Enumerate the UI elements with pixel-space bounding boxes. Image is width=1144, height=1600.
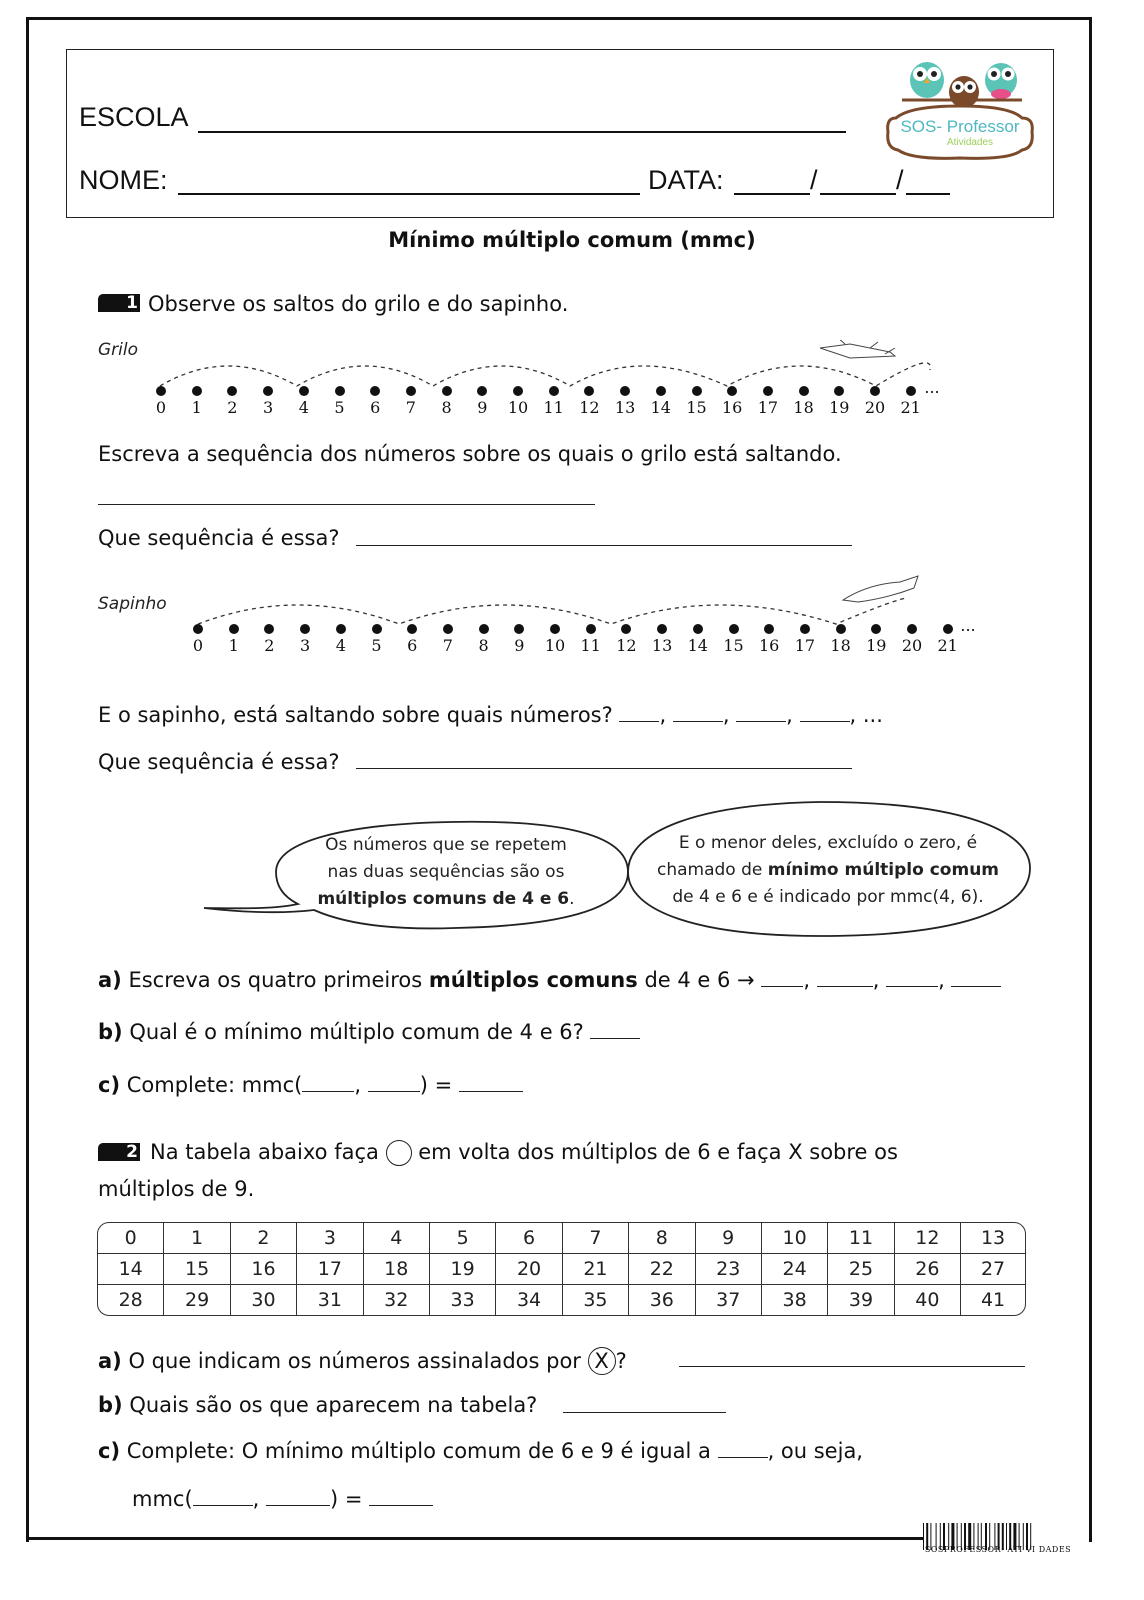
number-line-dot [906, 386, 916, 396]
exercise1-q-sapinho: E o sapinho, está saltando sobre quais números? , , , , ... [98, 703, 883, 727]
table-cell[interactable]: 12 [895, 1223, 961, 1254]
mmc-result-blank[interactable] [459, 1074, 523, 1092]
item-a-text: O que indicam os números assinalados por [128, 1349, 581, 1373]
number-line-label: 6 [370, 398, 381, 417]
number-line-label: 2 [227, 398, 238, 417]
exercise2-item-c-mmc [132, 1487, 433, 1511]
item-b-text: Qual é o mínimo múltiplo comum de 4 e 6? [129, 1020, 584, 1044]
table-row [98, 1254, 1025, 1285]
item-c-text: Complete: O mínimo múltiplo comum de 6 e 9 é igual a [126, 1439, 711, 1463]
table-cell[interactable]: 33 [430, 1285, 496, 1315]
bubble-right-line: E o menor deles, excluído o zero, é [678, 833, 978, 853]
table-cell[interactable]: 23 [696, 1254, 762, 1285]
number-line-dot [193, 624, 203, 634]
table-cell[interactable]: 41 [980, 1289, 1006, 1311]
number-line-dot [156, 386, 166, 396]
table-cell[interactable]: 30 [231, 1285, 297, 1315]
table-cell[interactable]: 3 [297, 1223, 363, 1254]
page-frame-bottom [26, 1537, 923, 1540]
exercise1-item-b [98, 1020, 640, 1044]
table-cell[interactable]: 1 [164, 1223, 230, 1254]
number-line-label: 18 [793, 398, 814, 417]
number-line-label: 11 [580, 636, 601, 655]
number-line-dot [442, 386, 452, 396]
sapinho-blank[interactable] [619, 704, 659, 722]
mmc-blank[interactable] [302, 1074, 354, 1092]
exercise1-prompt: Observe os saltos do grilo e do sapinho. [148, 292, 569, 316]
table-cell[interactable]: 38 [762, 1285, 828, 1315]
q-sapinho-tail: , ... [849, 703, 883, 727]
grilo-label: Grilo [98, 340, 139, 360]
item-letter: b) [98, 1393, 123, 1417]
bubble-right-bold: mínimo múltiplo comum [767, 860, 1000, 880]
table-cell[interactable]: 20 [496, 1254, 562, 1285]
table-cell[interactable]: 36 [629, 1285, 695, 1315]
table-cell[interactable]: 25 [828, 1254, 894, 1285]
number-line-label: 8 [478, 636, 489, 655]
mmc-6-9-blank[interactable] [718, 1440, 768, 1458]
table-cell[interactable]: 14 [98, 1254, 164, 1285]
nome-label: NOME: [79, 165, 168, 195]
item-c-close: ) = [330, 1487, 363, 1511]
bubble-left-line: Os números que se repetem [325, 835, 567, 855]
bubble-right-text: chamado de [656, 860, 763, 880]
barcode-text: SOSPROFESSOR- ATI VI DADES [924, 1545, 1072, 1554]
bubble-left [296, 832, 596, 913]
number-line-label: 12 [579, 398, 600, 417]
logo-subtitle: Atividades [946, 137, 994, 148]
exercise2-item-b [98, 1393, 537, 1417]
table-cell[interactable]: 13 [961, 1223, 1025, 1254]
mmc-blank[interactable] [368, 1074, 420, 1092]
number-line-label: 14 [687, 636, 708, 655]
number-line-dot [299, 386, 309, 396]
number-line-dot [443, 624, 453, 634]
number-line-label: 7 [405, 398, 416, 417]
number-line-dot [192, 386, 202, 396]
number-line-dot [656, 386, 666, 396]
number-line-dot [229, 624, 239, 634]
number-line-label: 21 [900, 398, 921, 417]
item-a-text: Escreva os quatro primeiros [128, 968, 423, 992]
number-line-dot [479, 624, 489, 634]
number-line-label: 1 [191, 398, 202, 417]
number-line-label: 13 [651, 636, 673, 655]
item-c-comma: , [354, 1073, 362, 1097]
table-cell[interactable]: 32 [364, 1285, 430, 1315]
number-line-label: 12 [616, 636, 637, 655]
exercise2-item-c [98, 1439, 863, 1463]
sapinho-sequence-name-answer[interactable] [356, 768, 852, 769]
number-line-dot [943, 624, 953, 634]
number-line-dot [692, 386, 702, 396]
sos-professor-logo [882, 56, 1038, 166]
number-line-label: 6 [407, 636, 418, 655]
item-a-bold: múltiplos comuns [428, 968, 638, 992]
number-line-label: 21 [937, 636, 958, 655]
item-c-text: Complete: mmc( [126, 1073, 303, 1097]
grilo-jump-arcs [150, 340, 940, 390]
circle-icon [386, 1140, 412, 1166]
logo-title: SOS- Professor [900, 117, 1020, 136]
number-line-dot [406, 386, 416, 396]
exercise-number-badge: 1 [98, 294, 140, 312]
number-line-label: 4 [335, 636, 346, 655]
q-sapinho-text: E o sapinho, está saltando sobre quais números? [98, 703, 613, 727]
nome-field[interactable] [178, 193, 640, 195]
multiple-blank[interactable] [761, 969, 803, 987]
frog-icon [843, 576, 918, 602]
number-line-label: 8 [441, 398, 452, 417]
multiple-blank[interactable] [951, 969, 1001, 987]
number-line-label: 16 [722, 398, 743, 417]
number-line-label: 17 [794, 636, 816, 655]
item-letter: c) [98, 1073, 121, 1097]
table-cell[interactable]: 2 [231, 1223, 297, 1254]
data-month-field[interactable] [820, 193, 896, 195]
table-cell[interactable]: 31 [297, 1285, 363, 1315]
number-line-dot [335, 386, 345, 396]
owl-icon [949, 76, 979, 108]
number-line-dot [336, 624, 346, 634]
number-line-ellipsis: ... [960, 616, 976, 635]
table-cell[interactable]: 29 [164, 1285, 230, 1315]
table-cell[interactable]: 24 [762, 1254, 828, 1285]
table-cell[interactable]: 10 [762, 1223, 828, 1254]
number-line-dot [799, 386, 809, 396]
number-line-label: 9 [477, 398, 488, 417]
number-line-label: 13 [614, 398, 636, 417]
number-line-label: 4 [298, 398, 309, 417]
number-line-label: 15 [686, 398, 707, 417]
number-line-label: 5 [334, 398, 345, 417]
number-line-label: 5 [371, 636, 382, 655]
number-line-label: 2 [264, 636, 275, 655]
exercise2-prompt-text: em volta dos múltiplos de 6 e faça X sobre os [418, 1140, 898, 1164]
number-line-label: 0 [155, 398, 167, 417]
number-line-dot [763, 386, 773, 396]
exercise2-prompt-line2: múltiplos de 9. [98, 1177, 255, 1201]
number-line-dot [550, 624, 560, 634]
exercise-number-badge: 2 [98, 1143, 140, 1161]
owl-icon [985, 63, 1017, 99]
item-c-mmc: mmc( [132, 1487, 193, 1511]
number-line-dot [586, 624, 596, 634]
exercise2-item-a [98, 1347, 627, 1375]
table-cell[interactable]: 35 [563, 1285, 629, 1315]
table-cell[interactable]: 21 [563, 1254, 629, 1285]
sapinho-blank[interactable] [673, 704, 723, 722]
owl-icon [910, 62, 944, 98]
data-slash: / [810, 165, 818, 195]
number-line-dot [870, 386, 880, 396]
item-a-question: ? [615, 1349, 627, 1373]
bubble-right-line: de 4 e 6 e é indicado por mmc(4, 6). [672, 887, 984, 907]
item-letter: a) [98, 968, 122, 992]
number-line-dot [513, 386, 523, 396]
number-line-label: 9 [514, 636, 525, 655]
table-cell[interactable]: 18 [364, 1254, 430, 1285]
number-line-label: 3 [300, 636, 311, 655]
bubble-right [638, 830, 1018, 911]
number-line-label: 7 [442, 636, 453, 655]
escola-field[interactable] [198, 131, 846, 133]
table-cell[interactable]: 26 [895, 1254, 961, 1285]
multiples-table [97, 1222, 1026, 1316]
number-line-dot [729, 624, 739, 634]
mmc-result-blank[interactable] [369, 1488, 433, 1506]
item-letter: c) [98, 1439, 121, 1463]
table-cell[interactable]: 0 [98, 1223, 164, 1254]
item-letter: b) [98, 1020, 123, 1044]
escola-label: ESCOLA [79, 102, 189, 132]
multiple-blank[interactable] [886, 969, 938, 987]
sapinho-label: Sapinho [98, 594, 167, 614]
number-line-label: 20 [901, 636, 923, 655]
table-cell[interactable]: 5 [430, 1223, 496, 1254]
circled-x-icon: X [588, 1347, 616, 1375]
number-line-dot [836, 624, 846, 634]
number-line-dot [800, 624, 810, 634]
number-line-dot [907, 624, 917, 634]
sapinho-jump-arcs [188, 568, 948, 628]
table-cell[interactable]: 15 [164, 1254, 230, 1285]
data-day-field[interactable] [734, 193, 810, 195]
item-c-close: ) = [419, 1073, 453, 1097]
exercise2-prompt [150, 1140, 898, 1166]
exercise1-q-grilo: Escreva a sequência dos números sobre os quais o grilo está saltando. [98, 442, 842, 466]
exercise2-prompt-text: Na tabela abaixo faça [150, 1140, 379, 1164]
table-cell[interactable]: 17 [297, 1254, 363, 1285]
table-cell[interactable]: 4 [364, 1223, 430, 1254]
sapinho-blank[interactable] [800, 704, 850, 722]
table-cell[interactable]: 6 [496, 1223, 562, 1254]
number-line-label: 10 [507, 398, 529, 417]
table-row [98, 1223, 1025, 1254]
table-cell[interactable]: 34 [496, 1285, 562, 1315]
number-line-label: 3 [263, 398, 274, 417]
table-cell[interactable]: 7 [563, 1223, 629, 1254]
sapinho-blank[interactable] [736, 704, 786, 722]
mmc-blank[interactable] [266, 1488, 330, 1506]
number-line-label: 19 [866, 636, 887, 655]
number-line-dot [693, 624, 703, 634]
multiple-blank[interactable] [817, 969, 873, 987]
exercise2-b-answer[interactable] [563, 1412, 726, 1413]
bubble-left-end: . [569, 889, 575, 909]
table-cell[interactable]: 22 [629, 1254, 695, 1285]
table-cell[interactable]: 9 [696, 1223, 762, 1254]
table-row [98, 1285, 1025, 1315]
bubble-left-bold: múltiplos comuns de 4 e 6 [317, 889, 570, 909]
table-cell[interactable]: 39 [828, 1285, 894, 1315]
number-line-label: 1 [228, 636, 239, 655]
number-line-dot [372, 624, 382, 634]
page-title: Mínimo múltiplo comum (mmc) [388, 228, 756, 252]
table-cell[interactable]: 19 [430, 1254, 496, 1285]
grilo-sequence-answer[interactable] [98, 504, 595, 505]
exercise1-q-seq: Que sequência é essa? [98, 526, 340, 550]
mmc-answer-blank[interactable] [590, 1021, 640, 1039]
number-line-label: 10 [544, 636, 566, 655]
number-line-dot [549, 386, 559, 396]
number-line-label: 0 [192, 636, 204, 655]
number-line-label: 16 [759, 636, 780, 655]
data-year-field[interactable] [906, 193, 950, 195]
number-line-label: 20 [864, 398, 886, 417]
table-cell[interactable]: 11 [828, 1223, 894, 1254]
item-b-text: Quais são os que aparecem na tabela? [129, 1393, 538, 1417]
bubble-left-line: nas duas sequências são os [327, 862, 565, 882]
data-slash: / [896, 165, 904, 195]
item-a-text: de 4 e 6 → [644, 968, 755, 992]
item-letter: a) [98, 1349, 122, 1373]
number-line-ellipsis: ... [924, 378, 940, 397]
grilo-sequence-name-answer[interactable] [356, 545, 852, 546]
data-label: DATA: [648, 165, 724, 195]
number-line-label: 14 [650, 398, 671, 417]
number-line-label: 17 [757, 398, 779, 417]
item-c-comma: , [252, 1487, 260, 1511]
table-cell[interactable]: 8 [629, 1223, 695, 1254]
item-c-text: , ou seja, [767, 1439, 863, 1463]
number-line-label: 11 [543, 398, 564, 417]
table-cell[interactable]: 27 [961, 1254, 1025, 1285]
number-line-label: 18 [830, 636, 851, 655]
table-cell[interactable]: 37 [696, 1285, 762, 1315]
exercise1-item-a: a) Escreva os quatro primeiros múltiplos comuns de 4 e 6 → , , , [98, 968, 1001, 992]
exercise2-a-answer[interactable] [679, 1366, 1025, 1367]
exercise1-q-seq2: Que sequência é essa? [98, 750, 340, 774]
exercise1-item-c [98, 1073, 523, 1097]
grasshopper-icon [820, 340, 895, 358]
table-cell[interactable]: 16 [231, 1254, 297, 1285]
table-cell[interactable]: 28 [98, 1285, 164, 1315]
mmc-blank[interactable] [193, 1488, 253, 1506]
number-line-label: 15 [723, 636, 744, 655]
table-cell[interactable]: 40 [895, 1285, 961, 1315]
number-line-label: 19 [829, 398, 850, 417]
